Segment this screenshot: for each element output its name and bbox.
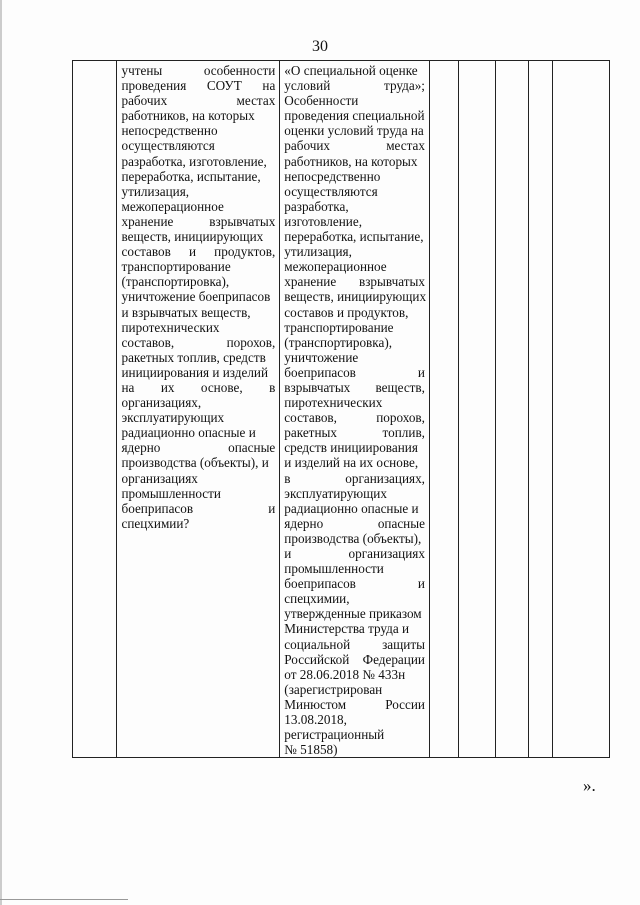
text-line: непосредственно (284, 168, 381, 184)
text-line: эксплуатирующих (284, 485, 387, 501)
text-line: радиационно опасные и (121, 425, 256, 441)
answer-extra-cell[interactable] (529, 61, 553, 758)
text-line: переработка, испытание, (121, 168, 261, 184)
text-line: разработка, (284, 198, 349, 214)
text-line: взрывчатых веществ, (284, 379, 425, 395)
text-line: боеприпасов и (284, 364, 425, 380)
text-line: условий труда»; (284, 78, 425, 94)
text-line: хранение взрывчатых (284, 274, 425, 290)
question-cell (117, 61, 280, 758)
checklist-table (72, 60, 610, 758)
text-line: межоперационное (284, 259, 387, 275)
text-line: регистрационный (284, 727, 385, 743)
text-line: инициирования и изделий (121, 364, 269, 380)
text-line: 13.08.2018, (284, 712, 347, 728)
text-line: эксплуатирующих (121, 410, 225, 426)
text-line: ракетных топлив, (284, 425, 425, 441)
text-line: Особенности (284, 93, 359, 109)
text-line: (транспортировка), (284, 334, 393, 350)
text-line: спецхимии? (121, 515, 190, 531)
text-line: организациях (121, 470, 198, 486)
text-line: рабочих местах (284, 138, 425, 154)
text-line: работников, на которых (284, 153, 418, 169)
text-line: на их основе, в (121, 379, 276, 395)
text-line: «О специальной оценке (284, 63, 418, 78)
text-line: организациях, (121, 395, 202, 411)
text-line: уничтожение боеприпасов (121, 289, 271, 305)
text-line: осуществляются (284, 183, 378, 199)
text-line: веществ, инициирующих (121, 229, 264, 245)
text-line: ядерно опасные (121, 440, 276, 456)
table-row (73, 61, 610, 758)
number-cell (73, 61, 117, 758)
text-line: утилизация, (284, 244, 352, 260)
text-line: транспортирование (121, 259, 231, 275)
text-line: от 28.06.2018 № 433н (284, 666, 406, 682)
reference-text (280, 61, 429, 757)
text-line: непосредственно (121, 123, 218, 139)
text-line: радиационно опасные и (284, 500, 419, 516)
text-line: Минюстом России (284, 696, 425, 712)
text-line: спецхимии, (284, 591, 350, 607)
text-line: и организациях (284, 546, 425, 561)
text-line: промышленности (284, 561, 384, 577)
text-line: межоперационное (121, 198, 224, 214)
text-line: Российской Федерации (284, 651, 425, 667)
answer-no-cell[interactable] (459, 61, 495, 758)
scan-edge (0, 0, 2, 905)
text-line: в организациях, (284, 470, 425, 486)
text-line: осуществляются (121, 138, 215, 154)
question-text (117, 61, 279, 531)
text-line: переработка, испытание, (284, 229, 424, 245)
text-line: составов, порохов, (284, 410, 425, 426)
text-line: утвержденные приказом (284, 606, 422, 622)
text-line: транспортирование (284, 319, 394, 335)
text-line: утилизация, (121, 183, 190, 199)
text-line: рабочих местах (121, 93, 276, 109)
text-line: средств инициирования (284, 440, 418, 456)
closing-quote-mark: ». (583, 776, 596, 795)
text-line: пиротехнических (121, 319, 220, 335)
text-line: учтены особенности (121, 63, 276, 78)
text-line: уничтожение (284, 349, 359, 365)
text-line: веществ, инициирующих (284, 289, 427, 305)
text-line: (зарегистрирован (284, 681, 383, 697)
text-line: пиротехнических (284, 395, 383, 411)
text-line: разработка, изготовление, (121, 153, 267, 169)
text-line: составов, порохов, (121, 334, 276, 350)
text-line: оценки условий труда на (284, 123, 424, 139)
reference-cell (280, 61, 430, 758)
text-line: (транспортировка), (121, 274, 230, 290)
text-line: изготовление, (284, 213, 362, 229)
notes-cell[interactable] (553, 61, 610, 758)
answer-yes-cell[interactable] (429, 61, 458, 758)
text-line: и взрывчатых веществ, (121, 304, 251, 320)
text-line: производства (объекты), и (121, 455, 269, 471)
text-line: социальной защиты (284, 636, 425, 652)
text-line: боеприпасов и (284, 576, 425, 592)
text-line: составов и продуктов, (121, 244, 276, 260)
text-line: составов и продуктов, (284, 304, 409, 320)
text-line: работников, на которых (121, 108, 255, 124)
answer-na-cell[interactable] (495, 61, 528, 758)
bottom-rule (0, 899, 128, 900)
text-line: хранение взрывчатых (121, 213, 276, 229)
page-number: 30 (312, 38, 328, 55)
text-line: № 51858) (284, 742, 338, 758)
text-line: ядерно опасные (284, 515, 425, 531)
text-line: проведения специальной (284, 108, 425, 124)
text-line: и изделий на их основе, (284, 455, 419, 471)
text-line: боеприпасов и (121, 500, 276, 516)
text-line: ракетных топлив, средств (121, 349, 266, 365)
text-line: проведения СОУТ на (121, 78, 276, 94)
text-line: Министерства труда и (284, 621, 410, 637)
text-line: промышленности (121, 485, 221, 501)
text-line: производства (объекты), (284, 530, 422, 546)
